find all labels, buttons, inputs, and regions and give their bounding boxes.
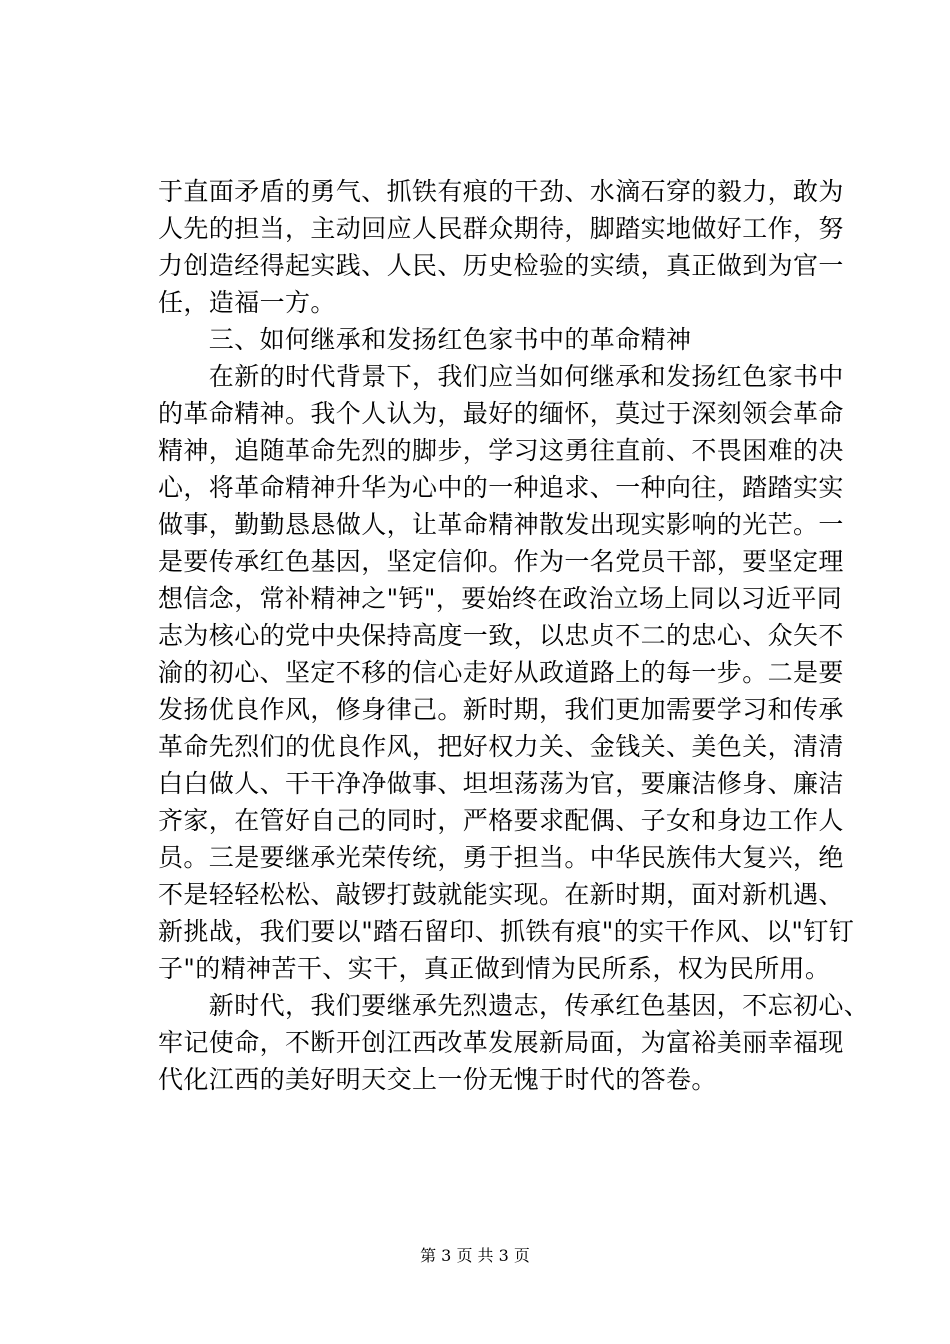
text-line: 代化江西的美好明天交上一份无愧于时代的答卷。	[158, 1065, 717, 1094]
text-line: 精神，追随革命先烈的脚步，学习这勇往直前、不畏困难的决	[158, 436, 844, 465]
text-line: 不是轻轻松松、敲锣打鼓就能实现。在新时期，面对新机遇、	[158, 880, 844, 909]
text-line: 做事，勤勤恳恳做人，让革命精神散发出现实影响的光芒。一	[158, 510, 844, 539]
text-line: 在新的时代背景下，我们应当如何继承和发扬红色家书中	[158, 362, 844, 391]
text-line: 于直面矛盾的勇气、抓铁有痕的干劲、水滴石穿的毅力，敢为	[158, 177, 844, 206]
text-line: 员。三是要继承光荣传统，勇于担当。中华民族伟大复兴，绝	[158, 843, 844, 872]
text-line: 心，将革命精神升华为心中的一种追求、一种向往，踏踏实实	[158, 473, 844, 502]
text-line: 想信念，常补精神之"钙"，要始终在政治立场上同以习近平同	[158, 584, 843, 613]
document-body	[158, 173, 870, 1098]
text-line: 革命先烈们的优良作风，把好权力关、金钱关、美色关，清清	[158, 732, 844, 761]
text-line: 子"的精神苦干、实干，真正做到情为民所系，权为民所用。	[158, 954, 831, 983]
text-line: 新时代，我们要继承先烈遗志，传承红色基因，不忘初心、	[158, 991, 870, 1020]
text-line: 是要传承红色基因，坚定信仰。作为一名党员干部，要坚定理	[158, 547, 844, 576]
section-heading: 三、如何继承和发扬红色家书中的革命精神	[158, 325, 692, 354]
text-line: 人先的担当，主动回应人民群众期待，脚踏实地做好工作，努	[158, 214, 844, 243]
text-line: 任，造福一方。	[158, 288, 336, 317]
text-line: 白白做人、干干净净做事、坦坦荡荡为官，要廉洁修身、廉洁	[158, 769, 844, 798]
text-line: 渝的初心、坚定不移的信心走好从政道路上的每一步。二是要	[158, 658, 844, 687]
page-number-footer: 第 3 页 共 3 页	[420, 1246, 530, 1265]
text-line: 的革命精神。我个人认为，最好的缅怀，莫过于深刻领会革命	[158, 399, 844, 428]
text-line: 牢记使命，不断开创江西改革发展新局面，为富裕美丽幸福现	[158, 1028, 844, 1057]
text-line: 齐家，在管好自己的同时，严格要求配偶、子女和身边工作人	[158, 806, 844, 835]
text-line: 发扬优良作风，修身律己。新时期，我们更加需要学习和传承	[158, 695, 844, 724]
text-line: 志为核心的党中央保持高度一致，以忠贞不二的忠心、众矢不	[158, 621, 844, 650]
text-line: 新挑战，我们要以"踏石留印、抓铁有痕"的实干作风、以"钉钉	[158, 917, 855, 946]
text-line: 力创造经得起实践、人民、历史检验的实绩，真正做到为官一	[158, 251, 844, 280]
